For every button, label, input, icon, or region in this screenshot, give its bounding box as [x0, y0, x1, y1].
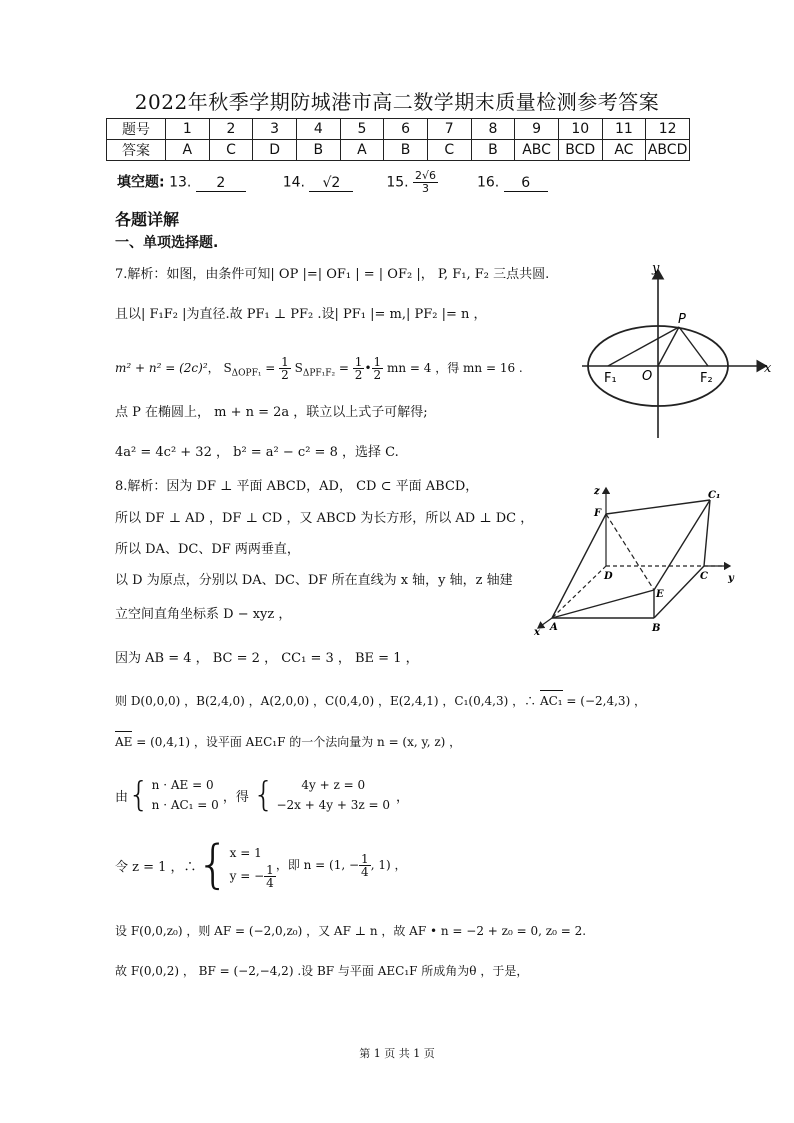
brace-icon: { — [196, 835, 230, 895]
q8-normal-def: = (0,4,1) ，设平面 AEC₁F 的一个法向量为 n = (x, y, z) ， — [132, 735, 462, 749]
q7-line1: 7.解析：如图，由条件可知| OP |=| OF₁ | = | OF₂ |， P, F₁, F₂ 三点共圆. — [115, 267, 550, 282]
frac-num: 1 — [361, 851, 369, 866]
table-cell: A — [166, 140, 210, 161]
brace-icon: { — [252, 775, 275, 815]
q8-system1 — [115, 770, 409, 820]
table-cell: 6 — [384, 119, 428, 140]
fig1-label-x: x — [764, 361, 772, 376]
solid-figure — [532, 478, 742, 638]
q7-s-label: ， S — [207, 361, 232, 375]
q8-frac-quarter — [264, 864, 276, 889]
q8-system3 — [115, 832, 406, 898]
fig1-label-f2: F₂ — [700, 371, 713, 386]
frac-den: 4 — [361, 864, 369, 879]
table-cell: 12 — [646, 119, 690, 140]
q13-answer: 2 — [196, 175, 246, 192]
q8-line8 — [115, 733, 461, 751]
fig1-label-f1: F₁ — [604, 371, 617, 386]
table-head-number: 题号 — [107, 119, 166, 140]
q15-answer — [413, 170, 438, 195]
q8-frac-quarter2 — [359, 853, 371, 878]
q8-eq-a: n · AE = 0 — [151, 778, 214, 792]
table-cell: 5 — [340, 119, 384, 140]
frac-den: 4 — [266, 875, 274, 890]
q8-line2: 所以 DF ⊥ AD ，DF ⊥ CD ，又 ABCD 为长方形，所以 AD ⊥ DC ， — [115, 511, 534, 526]
table-cell: B — [471, 140, 515, 161]
edge-fc1 — [606, 500, 710, 514]
q7-s-sub2: ΔPF₁F₂ — [302, 368, 336, 379]
q15-numerator: 2√6 — [415, 169, 437, 182]
q7-eq1: m² + n² = (2c)² — [115, 361, 208, 375]
frac-den: 2 — [354, 368, 363, 382]
q8-y-eq — [230, 864, 276, 889]
table-head-answer: 答案 — [107, 140, 166, 161]
table-cell: ABC — [515, 140, 559, 161]
q7-s-label2: S — [290, 361, 303, 375]
table-cell: BCD — [558, 140, 602, 161]
q8-system1-eqs — [152, 775, 219, 815]
q8-vec-ac1-value: = (−2,4,3) ， — [562, 694, 647, 708]
table-cell: 4 — [296, 119, 340, 140]
q8-line5: 立空间直角坐标系 D − xyz ， — [115, 607, 292, 622]
q14-answer: √2 — [309, 175, 353, 192]
ellipse-figure — [576, 258, 776, 443]
table-cell: 11 — [602, 119, 646, 140]
q8-eq-c: 4y + z = 0 — [301, 778, 366, 792]
brace-icon: { — [128, 775, 150, 815]
frac-den: 2 — [281, 368, 289, 382]
section-part1: 一、单项选择题. — [115, 235, 219, 251]
fig1-label-o: O — [642, 369, 653, 384]
q8-de: ，得 — [222, 789, 249, 805]
table-cell: 9 — [515, 119, 559, 140]
q8-eq-d: −2x + 4y + 3z = 0 — [276, 798, 390, 812]
q8-let-z: 令 z = 1 ，∴ — [115, 859, 197, 875]
edge-ae — [552, 590, 654, 618]
table-row-numbers — [107, 119, 690, 140]
table-cell: ABCD — [646, 140, 690, 161]
fig2-label-y: y — [728, 573, 734, 584]
frac-num: 1 — [373, 355, 382, 369]
table-cell: C — [209, 140, 253, 161]
table-cell: B — [384, 140, 428, 161]
q7-line5: 4a² = 4c² + 32 ， b² = a² − c² = 8 ，选择 C. — [115, 445, 399, 460]
q8-vec-ae: AE — [115, 735, 133, 749]
q8-system3-eqs — [230, 842, 276, 889]
q13-number: 13. — [169, 174, 192, 191]
fill-label: 填空题: — [117, 174, 165, 191]
q7-eq-sign: = — [261, 361, 280, 375]
q8-line4: 以 D 为原点，分别以 DA、DC、DF 所在直线为 x 轴，y 轴，z 轴建 — [115, 573, 513, 588]
q8-coords: 则 D(0,0,0) ，B(2,4,0) ，A(2,0,0) ，C(0,4,0) ，E(2,4,1) ，C₁(0,4,3) ，∴ — [115, 694, 540, 708]
table-cell: 7 — [427, 119, 471, 140]
fig2-label-c: C — [700, 571, 708, 582]
q15-denominator: 3 — [422, 182, 430, 195]
fig2-label-a: A — [550, 622, 558, 633]
q7-half3 — [372, 356, 384, 381]
fig2-label-x: x — [534, 627, 540, 638]
table-row-answers — [107, 140, 690, 161]
q8-y-prefix: y = − — [229, 868, 265, 883]
fig1-label-y: y — [652, 261, 660, 276]
table-cell: C — [427, 140, 471, 161]
fig2-label-e: E — [656, 589, 664, 600]
q8-n-prefix: ，即 n = (1, − — [275, 857, 360, 872]
segment-pf2 — [679, 327, 708, 366]
q8-you: 由 — [115, 789, 129, 805]
q7-line3: m² + n² = (2c)²， $S_{\Delta OPF_1}$ = $\frac{1}{2}$ $S_{\Delta PF_1F_2}$ = $\frac{1}{2}$ • $\frac{1}{2}$ mn = 4 ，得 mn = 16 . — [115, 355, 523, 382]
q8-line1: 8.解析：因为 DF ⊥ 平面 ABCD，AD， CD ⊂ 平面 ABCD， — [115, 479, 479, 494]
q14-number: 14. — [282, 174, 305, 191]
q7-line4: 点 P 在椭圆上， m + n = 2a ，联立以上式子可解得; — [115, 405, 428, 420]
table-cell: 1 — [166, 119, 210, 140]
q8-x-eq: x = 1 — [229, 845, 262, 860]
q7-half2 — [353, 356, 365, 381]
edge-cc1 — [704, 500, 710, 566]
page-footer: 第 1 页 共 1 页 — [359, 1047, 435, 1060]
q7-line2: 且以| F₁F₂ |为直径.故 PF₁ ⊥ PF₂ .设| PF₁ |= m,| PF₂ |= n ， — [115, 307, 487, 322]
q16-answer: 6 — [504, 175, 548, 192]
section-heading: 各题详解 — [115, 210, 180, 229]
table-cell: AC — [602, 140, 646, 161]
frac-num: 1 — [354, 355, 363, 369]
fig2-label-b: B — [652, 623, 661, 634]
q8-line3: 所以 DA、DC、DF 两两垂直， — [115, 542, 300, 557]
q8-eq-b: n · AC₁ = 0 — [151, 798, 219, 812]
table-cell: 8 — [471, 119, 515, 140]
fig2-label-c1: C₁ — [708, 490, 721, 501]
table-cell: D — [253, 140, 297, 161]
q8-line6: 因为 AB = 4 ， BC = 2 ， CC₁ = 3 ， BE = 1 ， — [115, 651, 419, 666]
q8-system2-eqs — [276, 775, 390, 815]
fig2-label-f: F — [594, 508, 602, 519]
table-cell: 2 — [209, 119, 253, 140]
answer-table — [106, 118, 690, 161]
fig2-label-z: z — [594, 486, 600, 497]
frac-num: 1 — [281, 355, 289, 369]
page-title: 2022年秋季学期防城港市高二数学期末质量检测参考答案 — [134, 90, 660, 114]
table-cell: 3 — [253, 119, 297, 140]
q7-mn-result: mn = 4 ，得 mn = 16 . — [383, 361, 523, 375]
q16-number: 16. — [476, 174, 500, 191]
q8-vec-ac1: AC₁ — [539, 694, 563, 708]
q15-number: 15. — [386, 174, 409, 191]
frac-den: 2 — [373, 368, 382, 382]
q8-normal-result — [276, 853, 407, 878]
fig1-label-p: P — [678, 312, 686, 327]
q7-s-sub1: ΔOPF₁ — [231, 368, 262, 379]
fig2-label-d: D — [604, 571, 613, 582]
edge-af — [552, 514, 606, 618]
q8-line7 — [115, 692, 646, 710]
table-cell: 10 — [558, 119, 602, 140]
table-cell: B — [296, 140, 340, 161]
q7-eq-sign2: = — [335, 361, 353, 375]
q8-n-suffix: , 1) ， — [370, 857, 407, 872]
table-cell: A — [340, 140, 384, 161]
q8-comma: ， — [395, 789, 409, 805]
q8-line11: 设 F(0,0,z₀) ，则 AF = (−2,0,z₀) ，又 AF ⊥ n ，故 AF • n = −2 + z₀ = 0, z₀ = 2. — [115, 924, 587, 938]
q8-line12: 故 F(0,0,2) ， BF = (−2,−4,2) .设 BF 与平面 AEC₁F 所成角为θ ，于是， — [115, 964, 529, 978]
edge-fe-hidden — [606, 514, 654, 590]
q7-half1 — [279, 356, 291, 381]
frac-num: 1 — [266, 862, 274, 877]
fill-in-answers — [117, 170, 548, 195]
